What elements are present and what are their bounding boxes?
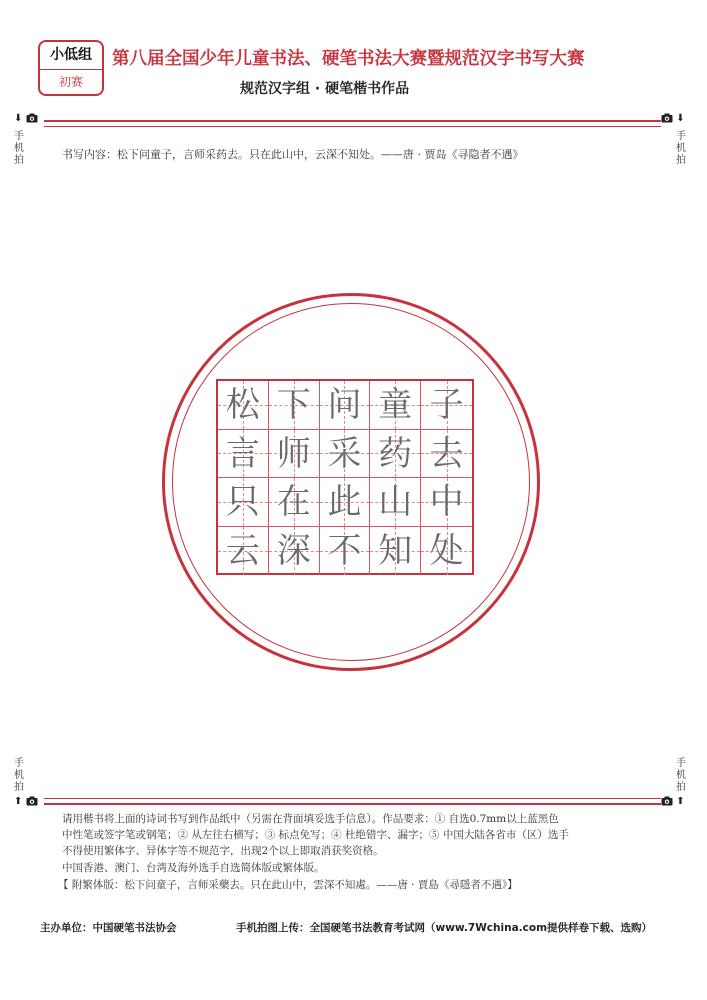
grid-cell: 只: [218, 478, 269, 527]
top-divider-line-thin: [44, 126, 661, 127]
bottom-left-photo-mark: [14, 796, 38, 807]
grid-cell: 中: [421, 478, 472, 527]
page-subtitle: 规范汉字组 · 硬笔楷书作品: [240, 81, 410, 97]
top-left-photo-mark: [14, 113, 38, 124]
bottom-divider-line: [44, 803, 661, 805]
top-left-phone-label: 手 机 拍: [14, 131, 24, 166]
camera-icon: [26, 113, 38, 123]
grid-cell: 去: [421, 430, 472, 479]
grid-cell: 在: [269, 478, 320, 527]
page-title: 第八届全国少年儿童书法、硬笔书法大赛暨规范汉字书写大赛: [112, 49, 585, 69]
top-right-phone-label: 手 机 拍: [676, 131, 686, 166]
level-badge: [38, 40, 104, 96]
grid-cell: 深: [269, 527, 320, 576]
camera-icon: [26, 796, 38, 806]
instruction-line-1: 请用楷书将上面的诗词书写到作品纸中（另需在背面填妥选手信息）。作品要求：① 自选0.7mm以上蓝黑色: [62, 813, 559, 825]
upload-info-text: 手机拍图上传：全国硬笔书法教育考试网（www.7Wchina.com提供样卷下载、选购）: [236, 922, 653, 934]
grid-cell: 云: [218, 527, 269, 576]
calligraphy-grid: [216, 379, 474, 575]
grid-cell: 不: [320, 527, 371, 576]
arrow-up-icon: ⬆: [14, 796, 23, 807]
organizer-text: 主办单位：中国硬笔书法协会: [40, 922, 177, 934]
badge-level-label: 小低组: [40, 42, 102, 70]
grid-cell: 处: [421, 527, 472, 576]
camera-icon: [661, 796, 673, 806]
grid-cell: 问: [320, 381, 371, 430]
grid-cell: 山: [370, 478, 421, 527]
bottom-divider-line-thin: [44, 798, 661, 799]
grid-cell: 知: [370, 527, 421, 576]
camera-icon: [661, 113, 673, 123]
arrow-down-icon: ⬇: [14, 113, 23, 124]
grid-cell: 童: [370, 381, 421, 430]
grid-cell: 松: [218, 381, 269, 430]
arrow-down-icon: ⬇: [676, 113, 685, 124]
instruction-line-4: 中国香港、澳门、台湾及海外选手自选简体版或繁体版。: [62, 862, 325, 874]
grid-cell: 子: [421, 381, 472, 430]
bottom-left-phone-label: 手 机 拍: [14, 758, 24, 793]
writing-content: 书写内容：松下问童子，言师采药去。只在此山中，云深不知处。——唐 · 贾岛《寻隐者不遇》: [62, 148, 524, 161]
badge-round-label: 初赛: [58, 75, 83, 89]
instruction-line-3: 不得使用繁体字、异体字等不规范字，出现2个以上即取消获奖资格。: [62, 845, 384, 857]
grid-cell: 此: [320, 478, 371, 527]
grid-cell: 药: [370, 430, 421, 479]
arrow-up-icon: ⬆: [676, 796, 685, 807]
bottom-right-photo-mark: [661, 796, 685, 807]
grid-cell: 言: [218, 430, 269, 479]
grid-cell: 采: [320, 430, 371, 479]
grid-cell: 师: [269, 430, 320, 479]
bottom-right-phone-label: 手 机 拍: [676, 758, 686, 793]
top-divider-line: [44, 120, 661, 122]
top-right-photo-mark: [661, 113, 685, 124]
instruction-line-2: 中性笔或签字笔或钢笔；② 从左往右横写；③ 标点免写；④ 杜绝错字、漏字；⑤ 中国大陆各省市（区）选手: [62, 829, 569, 841]
instruction-traditional-version: 【 附繁体版：松下问童子，言师采藥去。只在此山中，雲深不知處。——唐 · 賈島《尋隱者不遇》】: [58, 879, 518, 891]
grid-cell: 下: [269, 381, 320, 430]
